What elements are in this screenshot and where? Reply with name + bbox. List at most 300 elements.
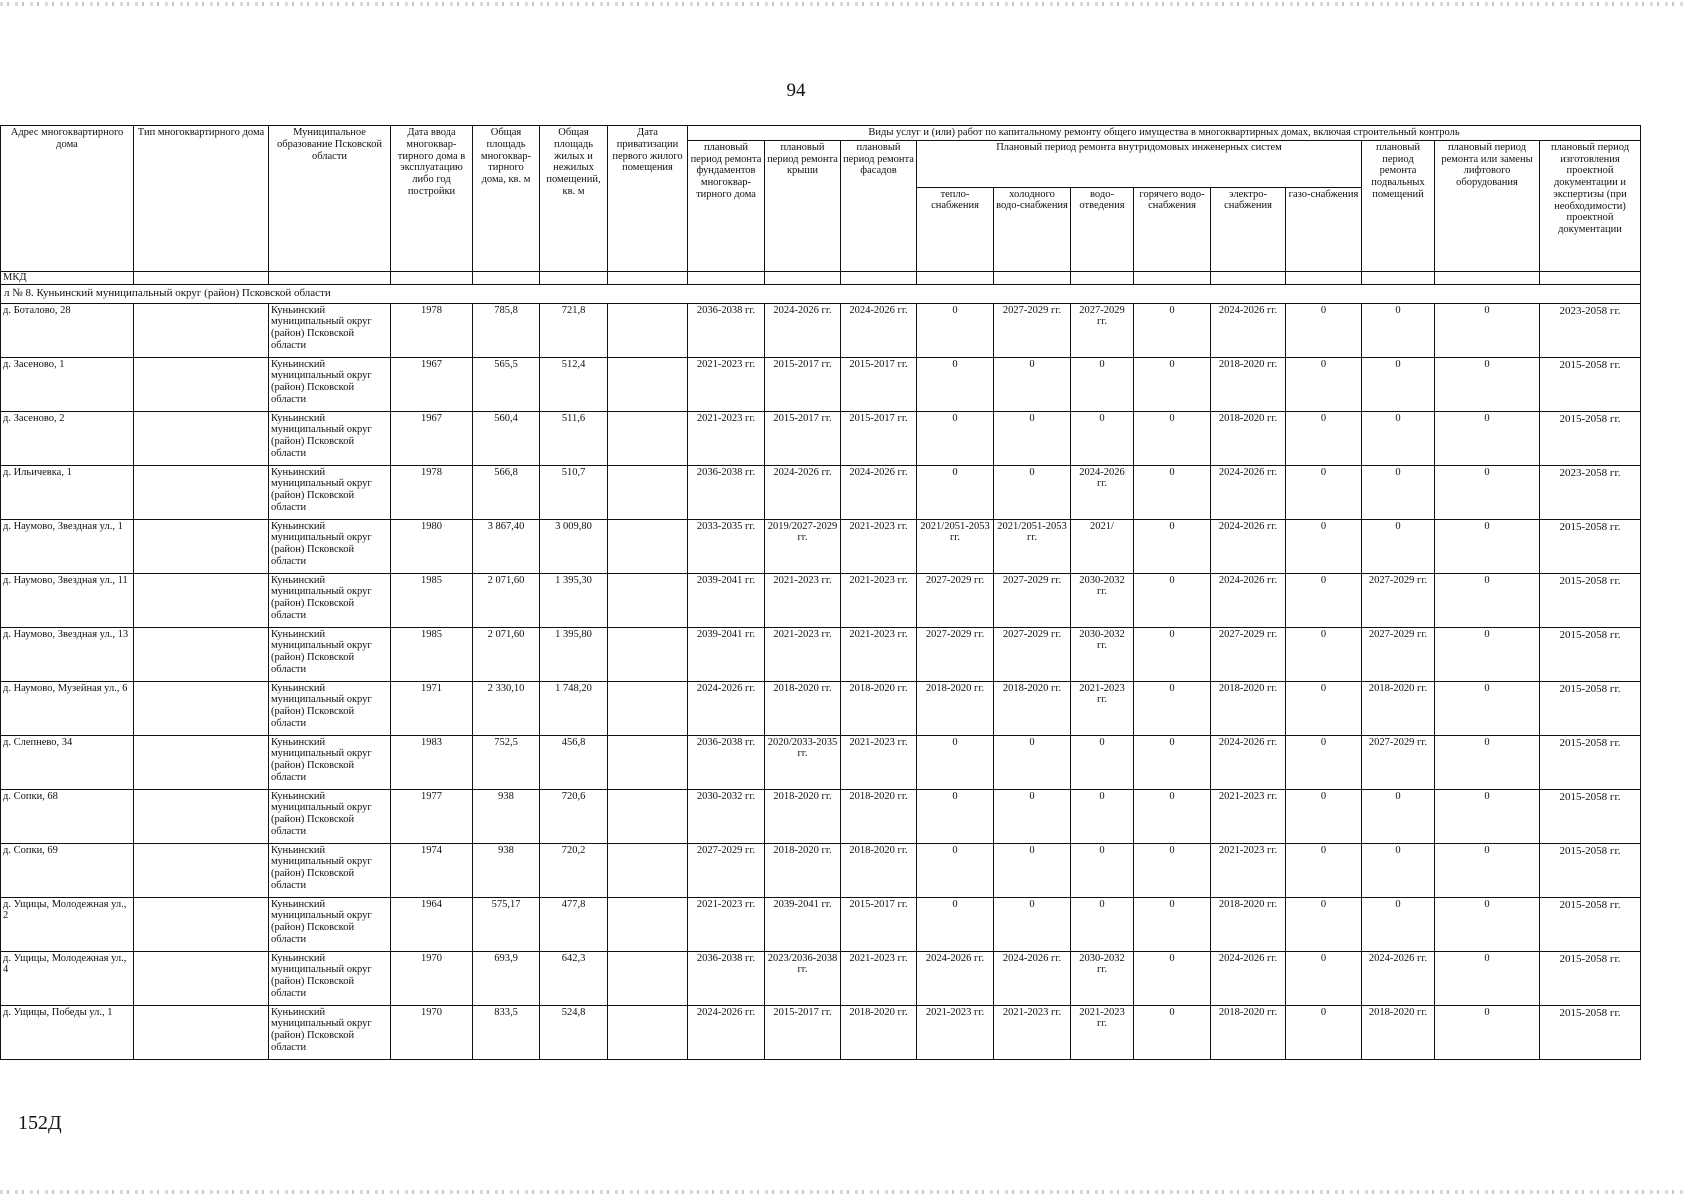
cell-living-area: 512,4 bbox=[540, 357, 608, 411]
cell-cold-water: 0 bbox=[994, 897, 1071, 951]
empty-cell bbox=[1362, 271, 1435, 284]
header-row-1 bbox=[1, 126, 1641, 141]
cell-gas: 0 bbox=[1286, 843, 1362, 897]
cell-basement: 0 bbox=[1362, 897, 1435, 951]
cell-address: д. Ильичевка, 1 bbox=[1, 465, 134, 519]
cell-electricity: 2024-2026 гг. bbox=[1211, 519, 1286, 573]
cell-municipality: Куньинский муниципальный округ (район) Псковской области bbox=[269, 303, 391, 357]
col-header-privatization-date: Дата приватизации первого жилого помещения bbox=[608, 126, 688, 272]
cell-roof: 2021-2023 гг. bbox=[765, 573, 841, 627]
cell-living-area: 1 395,80 bbox=[540, 627, 608, 681]
cell-address: д. Наумово, Звездная ул., 11 bbox=[1, 573, 134, 627]
cell-heat: 0 bbox=[917, 897, 994, 951]
cell-hot-water: 0 bbox=[1134, 843, 1211, 897]
cell-privatization-date bbox=[608, 735, 688, 789]
cell-year: 1985 bbox=[391, 627, 473, 681]
cell-drainage: 2030-2032 гг. bbox=[1071, 951, 1134, 1005]
table-row bbox=[1, 1005, 1641, 1059]
cell-address: д. Ущицы, Молодежная ул., 4 bbox=[1, 951, 134, 1005]
col-header-total-area: Общая площадь многоквар-тирного дома, кв. м bbox=[473, 126, 540, 272]
cell-total-area: 833,5 bbox=[473, 1005, 540, 1059]
empty-cell bbox=[841, 271, 917, 284]
cell-heat: 2024-2026 гг. bbox=[917, 951, 994, 1005]
cell-facade: 2024-2026 гг. bbox=[841, 303, 917, 357]
cell-privatization-date bbox=[608, 789, 688, 843]
cell-electricity: 2018-2020 гг. bbox=[1211, 1005, 1286, 1059]
cell-cold-water: 0 bbox=[994, 465, 1071, 519]
cell-hot-water: 0 bbox=[1134, 411, 1211, 465]
col-header-design-docs: плановый период изготовления проектной документации и экспертизы (при необходимости) проектной документации bbox=[1540, 140, 1641, 271]
cell-house-type bbox=[134, 897, 269, 951]
cell-year: 1971 bbox=[391, 681, 473, 735]
cell-basement: 0 bbox=[1362, 303, 1435, 357]
cell-basement: 2027-2029 гг. bbox=[1362, 627, 1435, 681]
cell-living-area: 642,3 bbox=[540, 951, 608, 1005]
cell-design-docs: 2015-2058 гг. bbox=[1540, 735, 1641, 789]
cell-roof: 2015-2017 гг. bbox=[765, 411, 841, 465]
cell-foundation: 2027-2029 гг. bbox=[688, 843, 765, 897]
cell-year: 1967 bbox=[391, 357, 473, 411]
cell-house-type bbox=[134, 735, 269, 789]
cell-heat: 0 bbox=[917, 303, 994, 357]
table-row bbox=[1, 627, 1641, 681]
cell-roof: 2024-2026 гг. bbox=[765, 465, 841, 519]
cell-total-area: 938 bbox=[473, 843, 540, 897]
cell-heat: 2021-2023 гг. bbox=[917, 1005, 994, 1059]
cell-design-docs: 2015-2058 гг. bbox=[1540, 951, 1641, 1005]
cell-house-type bbox=[134, 519, 269, 573]
cell-basement: 0 bbox=[1362, 411, 1435, 465]
cell-hot-water: 0 bbox=[1134, 573, 1211, 627]
col-header-heat: тепло-снабжения bbox=[917, 187, 994, 271]
cell-address: д. Сопки, 69 bbox=[1, 843, 134, 897]
empty-cell bbox=[391, 271, 473, 284]
col-header-basement: плановый период ремонта подвальных помещений bbox=[1362, 140, 1435, 271]
cell-facade: 2024-2026 гг. bbox=[841, 465, 917, 519]
cell-gas: 0 bbox=[1286, 951, 1362, 1005]
cell-address: д. Засеново, 2 bbox=[1, 411, 134, 465]
cell-gas: 0 bbox=[1286, 1005, 1362, 1059]
cell-privatization-date bbox=[608, 1005, 688, 1059]
cell-privatization-date bbox=[608, 519, 688, 573]
cell-basement: 2018-2020 гг. bbox=[1362, 681, 1435, 735]
cell-municipality: Куньинский муниципальный округ (район) Псковской области bbox=[269, 735, 391, 789]
cell-elevator: 0 bbox=[1435, 411, 1540, 465]
cell-total-area: 938 bbox=[473, 789, 540, 843]
first-col-fragment: МКД bbox=[1, 271, 134, 284]
cell-cold-water: 0 bbox=[994, 357, 1071, 411]
cell-gas: 0 bbox=[1286, 735, 1362, 789]
capital-repair-register-table bbox=[0, 125, 1641, 1060]
cell-municipality: Куньинский муниципальный округ (район) Псковской области bbox=[269, 681, 391, 735]
cell-total-area: 3 867,40 bbox=[473, 519, 540, 573]
cell-privatization-date bbox=[608, 627, 688, 681]
cell-hot-water: 0 bbox=[1134, 735, 1211, 789]
col-header-commissioning-date: Дата ввода многоквар-тирного дома в эксплуатацию либо год постройки bbox=[391, 126, 473, 272]
cell-heat: 0 bbox=[917, 411, 994, 465]
table-row bbox=[1, 357, 1641, 411]
cell-address: д. Наумово, Музейная ул., 6 bbox=[1, 681, 134, 735]
cell-drainage: 0 bbox=[1071, 789, 1134, 843]
cell-elevator: 0 bbox=[1435, 465, 1540, 519]
cell-design-docs: 2015-2058 гг. bbox=[1540, 789, 1641, 843]
cell-facade: 2021-2023 гг. bbox=[841, 735, 917, 789]
cell-gas: 0 bbox=[1286, 789, 1362, 843]
cell-privatization-date bbox=[608, 897, 688, 951]
cell-facade: 2018-2020 гг. bbox=[841, 681, 917, 735]
cell-electricity: 2027-2029 гг. bbox=[1211, 627, 1286, 681]
cell-year: 1970 bbox=[391, 951, 473, 1005]
cell-total-area: 693,9 bbox=[473, 951, 540, 1005]
cell-cold-water: 0 bbox=[994, 843, 1071, 897]
page-number: 94 bbox=[786, 80, 806, 101]
cell-privatization-date bbox=[608, 465, 688, 519]
cell-year: 1978 bbox=[391, 303, 473, 357]
cell-foundation: 2024-2026 гг. bbox=[688, 681, 765, 735]
cell-gas: 0 bbox=[1286, 681, 1362, 735]
cell-cold-water: 2021-2023 гг. bbox=[994, 1005, 1071, 1059]
cell-basement: 2024-2026 гг. bbox=[1362, 951, 1435, 1005]
cell-house-type bbox=[134, 951, 269, 1005]
cell-privatization-date bbox=[608, 573, 688, 627]
cell-roof: 2020/2033-2035 гг. bbox=[765, 735, 841, 789]
cell-facade: 2015-2017 гг. bbox=[841, 411, 917, 465]
cell-living-area: 1 395,30 bbox=[540, 573, 608, 627]
cell-living-area: 1 748,20 bbox=[540, 681, 608, 735]
table-row bbox=[1, 519, 1641, 573]
cell-facade: 2021-2023 гг. bbox=[841, 519, 917, 573]
cell-cold-water: 0 bbox=[994, 411, 1071, 465]
cell-gas: 0 bbox=[1286, 465, 1362, 519]
cell-design-docs: 2023-2058 гг. bbox=[1540, 465, 1641, 519]
cell-total-area: 785,8 bbox=[473, 303, 540, 357]
cell-house-type bbox=[134, 465, 269, 519]
cell-electricity: 2021-2023 гг. bbox=[1211, 789, 1286, 843]
cell-electricity: 2018-2020 гг. bbox=[1211, 357, 1286, 411]
cell-foundation: 2030-2032 гг. bbox=[688, 789, 765, 843]
cell-foundation: 2036-2038 гг. bbox=[688, 465, 765, 519]
cell-elevator: 0 bbox=[1435, 1005, 1540, 1059]
cell-heat: 0 bbox=[917, 843, 994, 897]
cell-house-type bbox=[134, 357, 269, 411]
register-body bbox=[1, 271, 1641, 1059]
cell-hot-water: 0 bbox=[1134, 1005, 1211, 1059]
cell-house-type bbox=[134, 411, 269, 465]
cell-heat: 2027-2029 гг. bbox=[917, 573, 994, 627]
cell-living-area: 3 009,80 bbox=[540, 519, 608, 573]
col-header-municipality: Муниципальное образование Псковской области bbox=[269, 126, 391, 272]
cell-basement: 0 bbox=[1362, 465, 1435, 519]
cell-hot-water: 0 bbox=[1134, 951, 1211, 1005]
cell-electricity: 2021-2023 гг. bbox=[1211, 843, 1286, 897]
cell-municipality: Куньинский муниципальный округ (район) Псковской области bbox=[269, 519, 391, 573]
cell-privatization-date bbox=[608, 951, 688, 1005]
col-header-facade: плановый период ремонта фасадов bbox=[841, 140, 917, 271]
cell-drainage: 2021/ bbox=[1071, 519, 1134, 573]
cell-design-docs: 2015-2058 гг. bbox=[1540, 897, 1641, 951]
cell-basement: 2027-2029 гг. bbox=[1362, 735, 1435, 789]
cell-roof: 2019/2027-2029 гг. bbox=[765, 519, 841, 573]
cell-cold-water: 0 bbox=[994, 789, 1071, 843]
cell-year: 1978 bbox=[391, 465, 473, 519]
empty-cell bbox=[765, 271, 841, 284]
cell-cold-water: 2024-2026 гг. bbox=[994, 951, 1071, 1005]
cell-municipality: Куньинский муниципальный округ (район) Псковской области bbox=[269, 573, 391, 627]
cell-privatization-date bbox=[608, 411, 688, 465]
cell-heat: 0 bbox=[917, 735, 994, 789]
district-label: л № 8. Куньинский муниципальный округ (район) Псковской области bbox=[1, 284, 1641, 303]
cell-total-area: 752,5 bbox=[473, 735, 540, 789]
cell-house-type bbox=[134, 573, 269, 627]
cell-elevator: 0 bbox=[1435, 681, 1540, 735]
cell-year: 1970 bbox=[391, 1005, 473, 1059]
cell-design-docs: 2015-2058 гг. bbox=[1540, 411, 1641, 465]
cell-municipality: Куньинский муниципальный округ (район) Псковской области bbox=[269, 789, 391, 843]
table-row bbox=[1, 843, 1641, 897]
cell-house-type bbox=[134, 681, 269, 735]
cell-foundation: 2024-2026 гг. bbox=[688, 1005, 765, 1059]
cell-total-area: 575,17 bbox=[473, 897, 540, 951]
col-header-cold-water: холодного водо-снабжения bbox=[994, 187, 1071, 271]
cell-municipality: Куньинский муниципальный округ (район) Псковской области bbox=[269, 843, 391, 897]
cell-drainage: 0 bbox=[1071, 357, 1134, 411]
cell-design-docs: 2015-2058 гг. bbox=[1540, 357, 1641, 411]
empty-cell bbox=[473, 271, 540, 284]
cell-address: д. Наумово, Звездная ул., 1 bbox=[1, 519, 134, 573]
cell-hot-water: 0 bbox=[1134, 357, 1211, 411]
col-header-address: Адрес многоквартирного дома bbox=[1, 126, 134, 272]
cell-facade: 2018-2020 гг. bbox=[841, 1005, 917, 1059]
cell-electricity: 2024-2026 гг. bbox=[1211, 951, 1286, 1005]
cell-drainage: 2030-2032 гг. bbox=[1071, 573, 1134, 627]
cell-cold-water: 2027-2029 гг. bbox=[994, 573, 1071, 627]
cell-privatization-date bbox=[608, 357, 688, 411]
cell-total-area: 565,5 bbox=[473, 357, 540, 411]
cell-cold-water: 0 bbox=[994, 735, 1071, 789]
cell-year: 1964 bbox=[391, 897, 473, 951]
cell-address: д. Ущицы, Молодежная ул., 2 bbox=[1, 897, 134, 951]
empty-cell bbox=[917, 271, 994, 284]
cell-design-docs: 2015-2058 гг. bbox=[1540, 1005, 1641, 1059]
cell-foundation: 2033-2035 гг. bbox=[688, 519, 765, 573]
cell-hot-water: 0 bbox=[1134, 897, 1211, 951]
col-header-roof: плановый период ремонта крыши bbox=[765, 140, 841, 271]
cell-privatization-date bbox=[608, 303, 688, 357]
cell-elevator: 0 bbox=[1435, 897, 1540, 951]
cell-basement: 0 bbox=[1362, 843, 1435, 897]
cell-basement: 0 bbox=[1362, 519, 1435, 573]
cell-gas: 0 bbox=[1286, 411, 1362, 465]
cell-living-area: 510,7 bbox=[540, 465, 608, 519]
cell-gas: 0 bbox=[1286, 573, 1362, 627]
cell-elevator: 0 bbox=[1435, 519, 1540, 573]
col-header-drainage: водо-отведения bbox=[1071, 187, 1134, 271]
district-row bbox=[1, 284, 1641, 303]
table-row bbox=[1, 573, 1641, 627]
cell-electricity: 2024-2026 гг. bbox=[1211, 303, 1286, 357]
cell-house-type bbox=[134, 627, 269, 681]
cell-year: 1980 bbox=[391, 519, 473, 573]
cell-design-docs: 2023-2058 гг. bbox=[1540, 303, 1641, 357]
cell-living-area: 720,6 bbox=[540, 789, 608, 843]
cell-drainage: 0 bbox=[1071, 411, 1134, 465]
cell-municipality: Куньинский муниципальный округ (район) Псковской области bbox=[269, 357, 391, 411]
cell-foundation: 2039-2041 гг. bbox=[688, 627, 765, 681]
cell-facade: 2018-2020 гг. bbox=[841, 843, 917, 897]
cell-hot-water: 0 bbox=[1134, 681, 1211, 735]
cell-drainage: 0 bbox=[1071, 843, 1134, 897]
cell-gas: 0 bbox=[1286, 303, 1362, 357]
empty-cell bbox=[1134, 271, 1211, 284]
empty-cell bbox=[1435, 271, 1540, 284]
table-row bbox=[1, 303, 1641, 357]
cell-drainage: 0 bbox=[1071, 735, 1134, 789]
cell-facade: 2018-2020 гг. bbox=[841, 789, 917, 843]
cell-living-area: 477,8 bbox=[540, 897, 608, 951]
cell-year: 1985 bbox=[391, 573, 473, 627]
cell-hot-water: 0 bbox=[1134, 303, 1211, 357]
cell-cold-water: 2027-2029 гг. bbox=[994, 627, 1071, 681]
cell-elevator: 0 bbox=[1435, 357, 1540, 411]
empty-cell bbox=[269, 271, 391, 284]
cell-cold-water: 2027-2029 гг. bbox=[994, 303, 1071, 357]
cell-living-area: 456,8 bbox=[540, 735, 608, 789]
cell-facade: 2021-2023 гг. bbox=[841, 951, 917, 1005]
cell-facade: 2015-2017 гг. bbox=[841, 897, 917, 951]
cell-total-area: 566,8 bbox=[473, 465, 540, 519]
cell-elevator: 0 bbox=[1435, 951, 1540, 1005]
cell-design-docs: 2015-2058 гг. bbox=[1540, 627, 1641, 681]
cell-drainage: 2021-2023 гг. bbox=[1071, 681, 1134, 735]
cell-municipality: Куньинский муниципальный округ (район) Псковской области bbox=[269, 465, 391, 519]
cell-municipality: Куньинский муниципальный округ (район) Псковской области bbox=[269, 951, 391, 1005]
cell-living-area: 721,8 bbox=[540, 303, 608, 357]
cell-year: 1977 bbox=[391, 789, 473, 843]
cell-design-docs: 2015-2058 гг. bbox=[1540, 519, 1641, 573]
table-row bbox=[1, 411, 1641, 465]
cell-total-area: 2 071,60 bbox=[473, 573, 540, 627]
table-row bbox=[1, 789, 1641, 843]
cell-basement: 0 bbox=[1362, 357, 1435, 411]
cell-house-type bbox=[134, 843, 269, 897]
cell-foundation: 2036-2038 гг. bbox=[688, 735, 765, 789]
cell-address: д. Засеново, 1 bbox=[1, 357, 134, 411]
table-row bbox=[1, 681, 1641, 735]
cell-gas: 0 bbox=[1286, 627, 1362, 681]
cell-year: 1967 bbox=[391, 411, 473, 465]
cell-heat: 2027-2029 гг. bbox=[917, 627, 994, 681]
col-header-house-type: Тип многоквартирного дома bbox=[134, 126, 269, 272]
empty-cell bbox=[134, 271, 269, 284]
cell-facade: 2021-2023 гг. bbox=[841, 573, 917, 627]
header-continuation-row bbox=[1, 271, 1641, 284]
cell-design-docs: 2015-2058 гг. bbox=[1540, 573, 1641, 627]
cell-living-area: 524,8 bbox=[540, 1005, 608, 1059]
cell-gas: 0 bbox=[1286, 519, 1362, 573]
cell-heat: 0 bbox=[917, 357, 994, 411]
cell-hot-water: 0 bbox=[1134, 465, 1211, 519]
cell-foundation: 2036-2038 гг. bbox=[688, 951, 765, 1005]
cell-gas: 0 bbox=[1286, 357, 1362, 411]
col-group-engineering: Плановый период ремонта внутридомовых инженерных систем bbox=[917, 140, 1362, 187]
cell-facade: 2021-2023 гг. bbox=[841, 627, 917, 681]
cell-basement: 0 bbox=[1362, 789, 1435, 843]
cell-roof: 2015-2017 гг. bbox=[765, 357, 841, 411]
cell-foundation: 2021-2023 гг. bbox=[688, 357, 765, 411]
empty-cell bbox=[994, 271, 1071, 284]
empty-cell bbox=[540, 271, 608, 284]
table-row bbox=[1, 735, 1641, 789]
cell-roof: 2023/2036-2038 гг. bbox=[765, 951, 841, 1005]
cell-roof: 2015-2017 гг. bbox=[765, 1005, 841, 1059]
cell-basement: 2027-2029 гг. bbox=[1362, 573, 1435, 627]
cell-privatization-date bbox=[608, 843, 688, 897]
cell-address: д. Слепнево, 34 bbox=[1, 735, 134, 789]
cell-house-type bbox=[134, 303, 269, 357]
cell-hot-water: 0 bbox=[1134, 789, 1211, 843]
cell-drainage: 2030-2032 гг. bbox=[1071, 627, 1134, 681]
cell-cold-water: 2021/2051-2053 гг. bbox=[994, 519, 1071, 573]
cell-roof: 2021-2023 гг. bbox=[765, 627, 841, 681]
cell-year: 1974 bbox=[391, 843, 473, 897]
col-header-hot-water: горячего водо-снабжения bbox=[1134, 187, 1211, 271]
cell-heat: 0 bbox=[917, 465, 994, 519]
cell-electricity: 2018-2020 гг. bbox=[1211, 681, 1286, 735]
cell-drainage: 0 bbox=[1071, 897, 1134, 951]
cell-basement: 2018-2020 гг. bbox=[1362, 1005, 1435, 1059]
cell-total-area: 2 330,10 bbox=[473, 681, 540, 735]
cell-roof: 2039-2041 гг. bbox=[765, 897, 841, 951]
col-header-elevator: плановый период ремонта или замены лифтового оборудования bbox=[1435, 140, 1540, 271]
cell-address: д. Наумово, Звездная ул., 13 bbox=[1, 627, 134, 681]
cell-address: д. Сопки, 68 bbox=[1, 789, 134, 843]
cell-elevator: 0 bbox=[1435, 735, 1540, 789]
cell-elevator: 0 bbox=[1435, 843, 1540, 897]
cell-design-docs: 2015-2058 гг. bbox=[1540, 681, 1641, 735]
cell-municipality: Куньинский муниципальный округ (район) Псковской области bbox=[269, 897, 391, 951]
cell-heat: 0 bbox=[917, 789, 994, 843]
cell-gas: 0 bbox=[1286, 897, 1362, 951]
cell-facade: 2015-2017 гг. bbox=[841, 357, 917, 411]
cell-elevator: 0 bbox=[1435, 303, 1540, 357]
cell-drainage: 2027-2029 гг. bbox=[1071, 303, 1134, 357]
scan-edge-bottom bbox=[0, 1190, 1686, 1194]
empty-cell bbox=[608, 271, 688, 284]
col-group-works: Виды услуг и (или) работ по капитальному ремонту общего имущества в многоквартирных домах, включая строительный контроль bbox=[688, 126, 1641, 141]
table-row bbox=[1, 951, 1641, 1005]
scan-edge-top bbox=[0, 2, 1686, 6]
cell-cold-water: 2018-2020 гг. bbox=[994, 681, 1071, 735]
empty-cell bbox=[1286, 271, 1362, 284]
cell-roof: 2024-2026 гг. bbox=[765, 303, 841, 357]
cell-heat: 2021/2051-2053 гг. bbox=[917, 519, 994, 573]
cell-roof: 2018-2020 гг. bbox=[765, 843, 841, 897]
cell-foundation: 2021-2023 гг. bbox=[688, 411, 765, 465]
table-row bbox=[1, 465, 1641, 519]
cell-design-docs: 2015-2058 гг. bbox=[1540, 843, 1641, 897]
cell-municipality: Куньинский муниципальный округ (район) Псковской области bbox=[269, 1005, 391, 1059]
cell-municipality: Куньинский муниципальный округ (район) Псковской области bbox=[269, 411, 391, 465]
cell-heat: 2018-2020 гг. bbox=[917, 681, 994, 735]
cell-drainage: 2021-2023 гг. bbox=[1071, 1005, 1134, 1059]
cell-total-area: 560,4 bbox=[473, 411, 540, 465]
cell-electricity: 2018-2020 гг. bbox=[1211, 897, 1286, 951]
cell-foundation: 2039-2041 гг. bbox=[688, 573, 765, 627]
cell-elevator: 0 bbox=[1435, 789, 1540, 843]
cell-electricity: 2024-2026 гг. bbox=[1211, 735, 1286, 789]
empty-cell bbox=[688, 271, 765, 284]
cell-hot-water: 0 bbox=[1134, 519, 1211, 573]
